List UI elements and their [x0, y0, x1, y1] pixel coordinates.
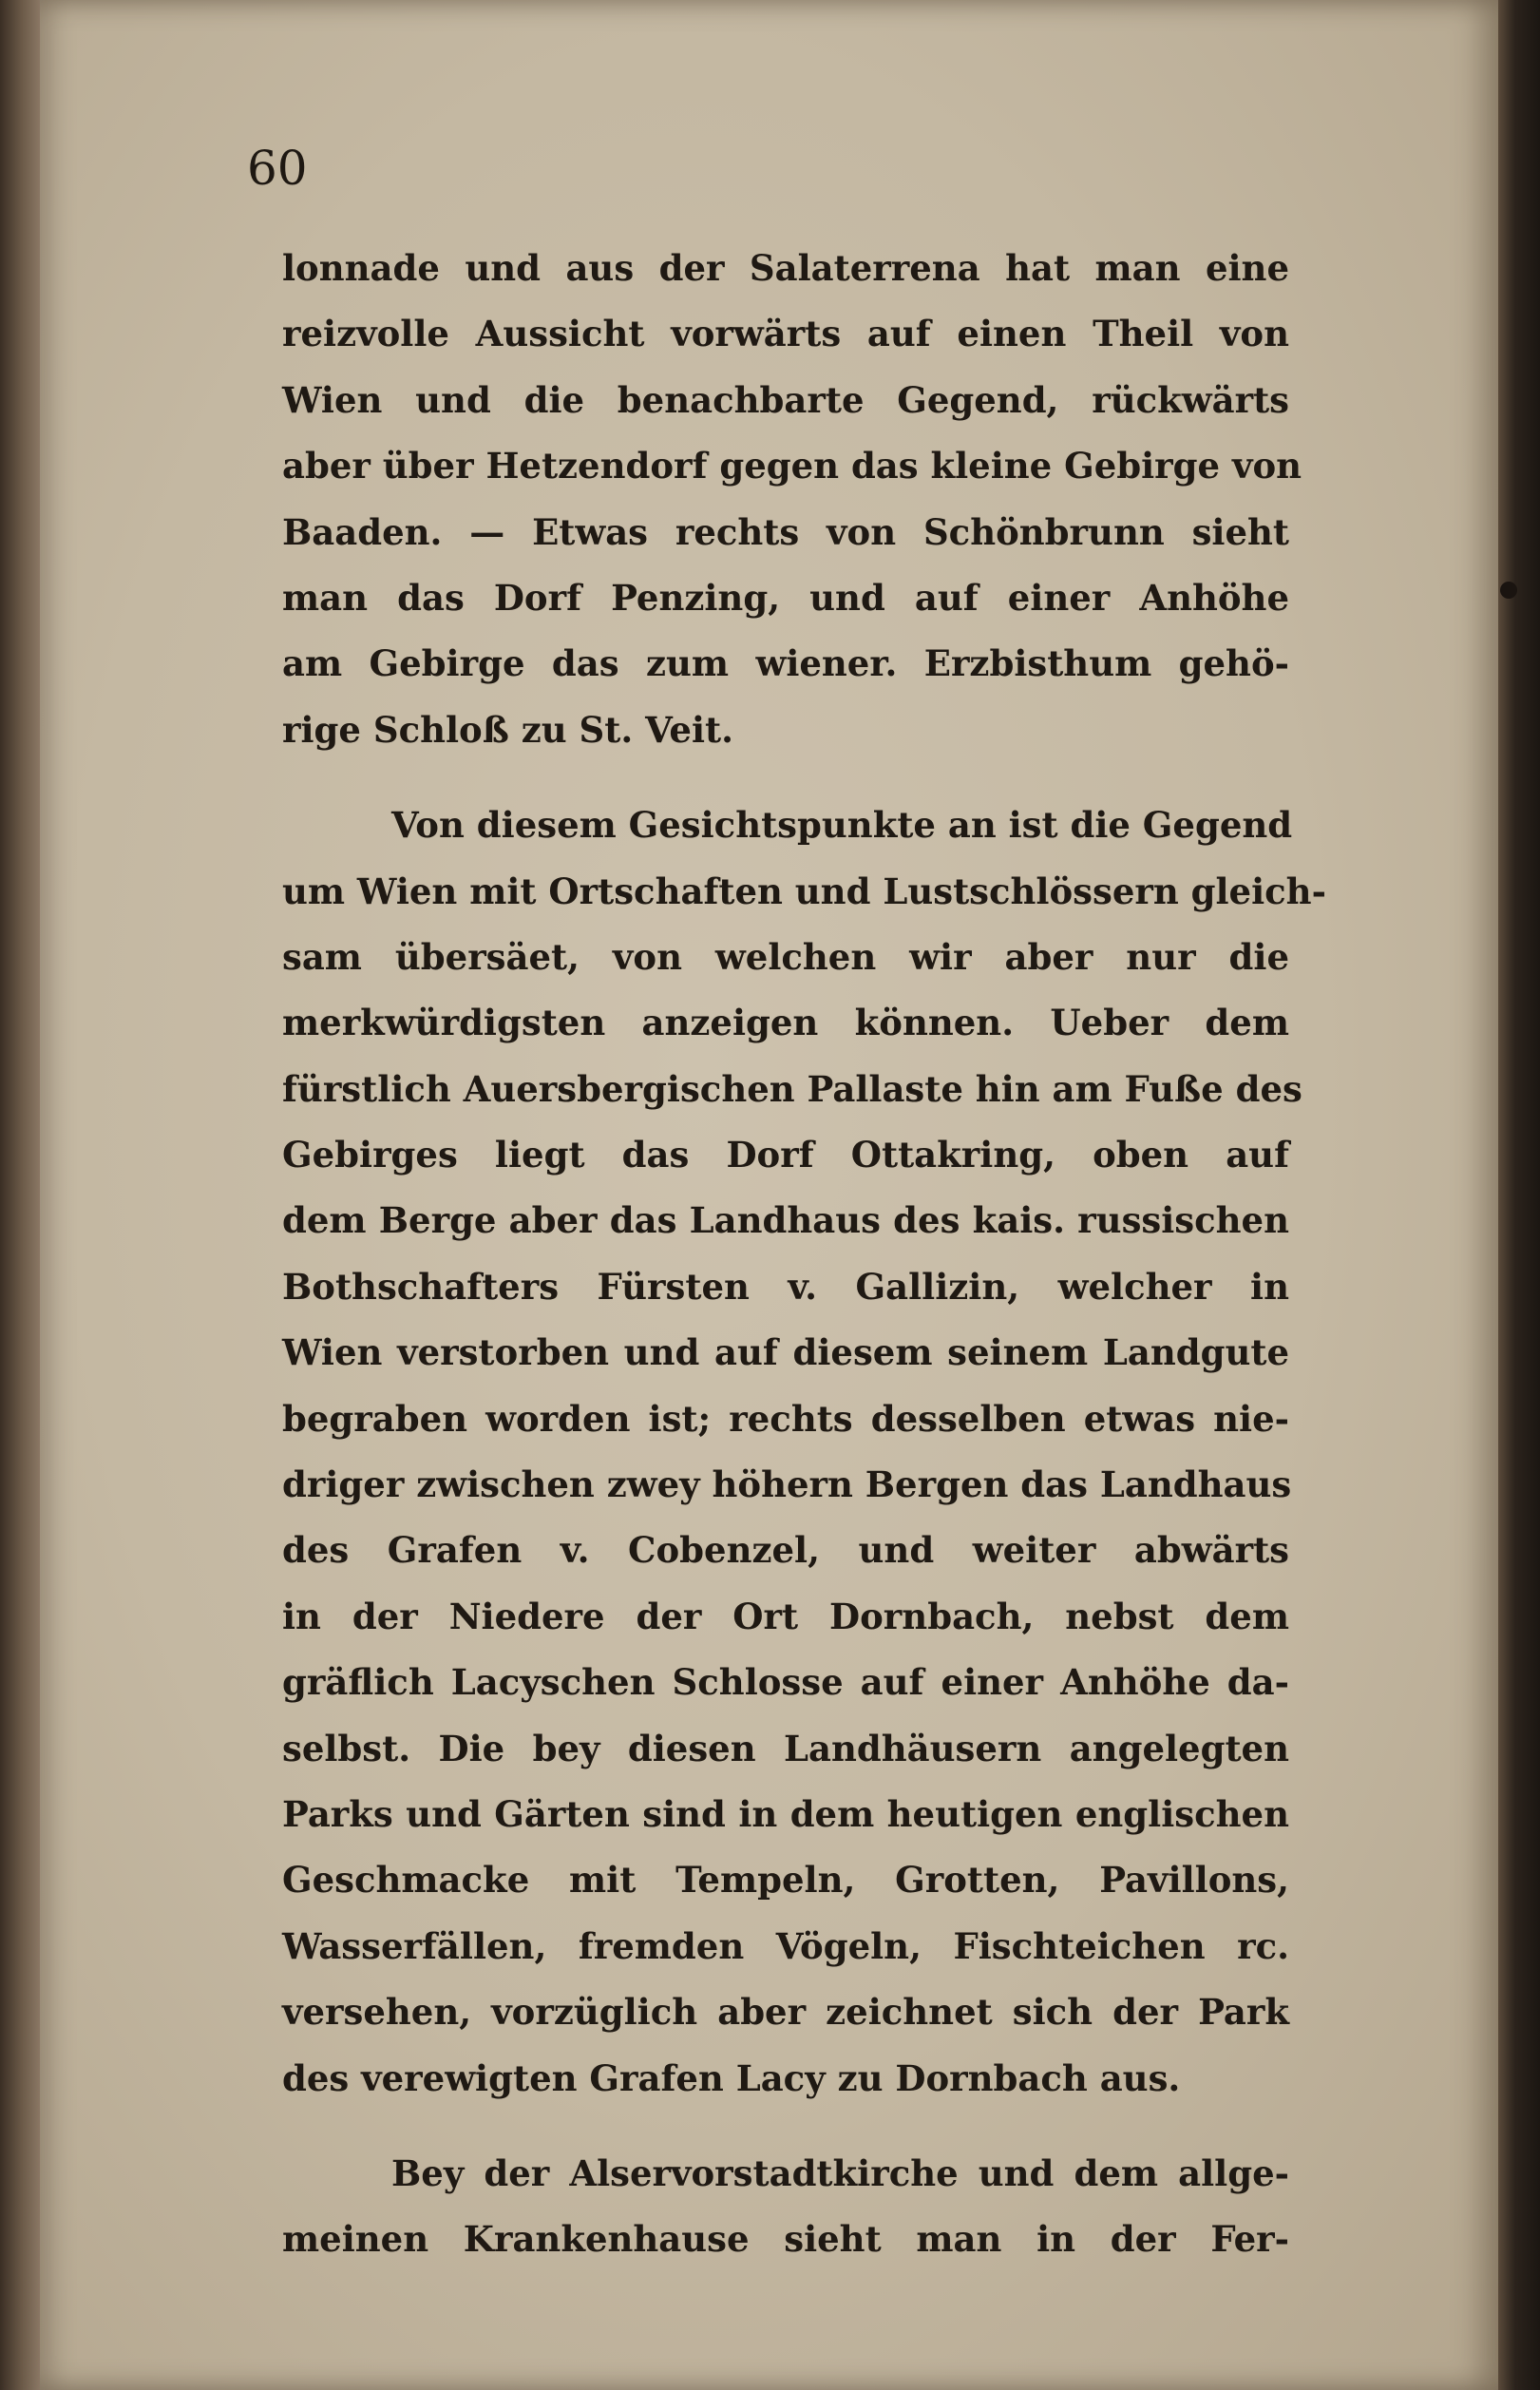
text-line: Bey der Alservorstadtkirche und dem allge- — [391, 2151, 1289, 2194]
text-line: reizvolle Aussicht vorwärts auf einen Theil von — [282, 313, 1289, 355]
text-line: am Gebirge das zum wiener. Erzbisthum gehö- — [282, 642, 1289, 685]
text-line: lonnade und aus der Salaterrena hat man eine — [282, 247, 1289, 289]
text-line: Gebirges liegt das Dorf Ottakring, oben auf — [282, 1134, 1289, 1176]
book-spine — [1498, 0, 1540, 2390]
spine-mark — [1500, 582, 1517, 599]
text-line: fürstlich Auersbergischen Pallaste hin am Fuße des — [282, 1067, 1302, 1110]
text-line: Wien und die benachbarte Gegend, rückwärts — [282, 378, 1289, 421]
page-number: 60 — [247, 141, 308, 196]
text-line: aber über Hetzendorf gegen das kleine Gebirge von — [282, 445, 1302, 488]
text-line: sam übersäet, von welchen wir aber nur die — [282, 935, 1289, 978]
text-line: Von diesem Gesichtspunkte an ist die Gegend — [391, 804, 1293, 847]
paragraph-gap — [282, 2112, 1289, 2141]
text-line: merkwürdigsten anzeigen können. Ueber dem — [282, 1002, 1289, 1044]
text-line: Bothschafters Fürsten v. Gallizin, welcher in — [282, 1265, 1289, 1308]
text-line: Wien verstorben und auf diesem seinem Landgute — [282, 1331, 1289, 1374]
text-line: Wasserfällen, fremden Vögeln, Fischteichen rc. — [282, 1924, 1289, 1967]
text-line: begraben worden ist; rechts desselben etwas nie- — [282, 1397, 1289, 1440]
text-line: driger zwischen zwey höhern Bergen das Landhaus — [282, 1463, 1292, 1506]
text-line: versehen, vorzüglich aber zeichnet sich der Park — [282, 1991, 1289, 2034]
book-page — [40, 0, 1498, 2390]
paragraph-1 — [282, 236, 1302, 763]
text-line: selbst. Die bey diesen Landhäusern angelegten — [282, 1727, 1289, 1769]
text-line: meinen Krankenhause sieht man in der Fer- — [282, 2218, 1289, 2261]
left-page-edge — [0, 0, 40, 2390]
text-line: Baaden. — Etwas rechts von Schönbrunn sieht — [282, 510, 1289, 553]
text-line: Parks und Gärten sind in dem heutigen englischen — [282, 1792, 1289, 1835]
paragraph-2 — [282, 793, 1326, 2112]
paragraph-gap — [282, 763, 1289, 793]
text-line: in der Niedere der Ort Dornbach, nebst dem — [282, 1595, 1289, 1637]
text-line: dem Berge aber das Landhaus des kais. russischen — [282, 1199, 1289, 1242]
text-line: um Wien mit Ortschaften und Lustschlössern gleich- — [282, 870, 1326, 912]
text-line: rige Schloß zu St. Veit. — [282, 708, 733, 751]
text-line: gräflich Lacyschen Schlosse auf einer Anhöhe da- — [282, 1661, 1289, 1704]
text-line: des Grafen v. Cobenzel, und weiter abwärts — [282, 1529, 1289, 1572]
text-line: des verewigten Grafen Lacy zu Dornbach aus. — [282, 2056, 1181, 2099]
page-text — [282, 236, 1326, 2273]
text-line: man das Dorf Penzing, und auf einer Anhöhe — [282, 576, 1289, 619]
text-line: Geschmacke mit Tempeln, Grotten, Pavillons, — [282, 1859, 1289, 1902]
paragraph-3 — [282, 2141, 1289, 2273]
